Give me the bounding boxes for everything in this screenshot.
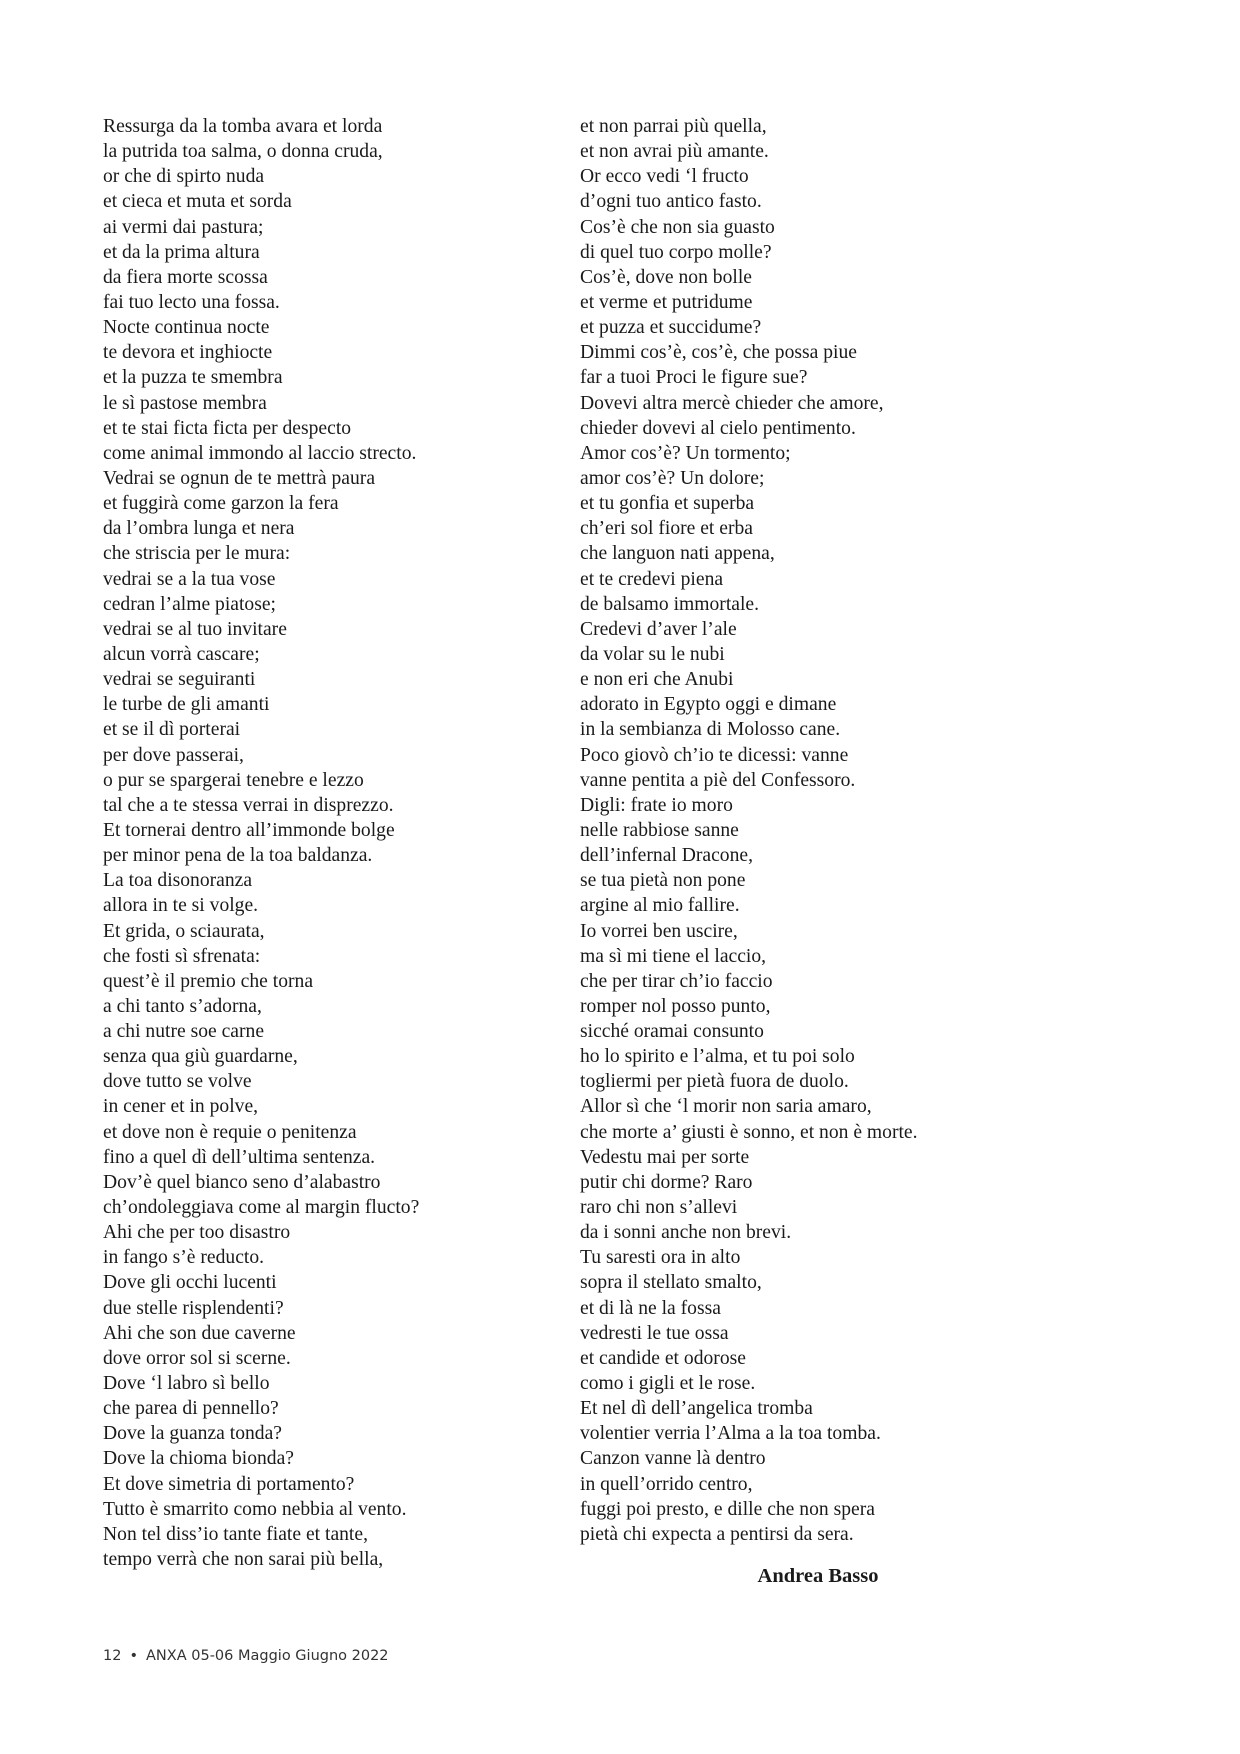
- poem-verse: vedrai se a la tua vose: [103, 568, 276, 590]
- poem-verse: Cos’è che non sia guasto: [580, 216, 775, 238]
- poem-verse: vedrai se seguiranti: [103, 669, 256, 691]
- poem-verse: Dove la chioma bionda?: [103, 1448, 294, 1470]
- poem-verse: ch’eri sol fiore et erba: [580, 518, 753, 540]
- poem-verse: Canzon vanne là dentro: [580, 1448, 766, 1470]
- poem-verse: da fiera morte scossa: [103, 266, 268, 288]
- poem-verse: che per tirar ch’io faccio: [580, 970, 773, 992]
- poem-verse: da i sonni anche non brevi.: [580, 1222, 792, 1244]
- poem-author: Andrea Basso: [757, 1565, 879, 1587]
- poem-verse: in la sembianza di Molosso cane.: [580, 719, 841, 741]
- poem-verse: che morte a’ giusti è sonno, et non è morte.: [580, 1121, 918, 1143]
- poem-verse: come animal immondo al laccio strecto.: [103, 442, 417, 464]
- poem-verse: togliermi per pietà fuora de duolo.: [580, 1071, 849, 1093]
- poem-verse: Digli: frate io moro: [580, 794, 733, 816]
- poem-verse: et non parrai più quella,: [580, 116, 767, 137]
- poem-verse: et puzza et succidume?: [580, 317, 762, 339]
- poem-verse: Et nel dì dell’angelica tromba: [580, 1398, 813, 1420]
- poem-verse: et dove non è requie o penitenza: [103, 1121, 357, 1143]
- poem-verse: dove orror sol si scerne.: [103, 1347, 291, 1369]
- poem-verse: vedresti le tue ossa: [580, 1322, 729, 1344]
- poem-verse: Dove la guanza tonda?: [103, 1423, 282, 1445]
- poem-verse: alcun vorrà cascare;: [103, 643, 260, 665]
- poem-verse: che languon nati appena,: [580, 543, 775, 565]
- poem-verse: in cener et in polve,: [103, 1096, 259, 1118]
- poem-verse: chieder dovevi al cielo pentimento.: [580, 417, 856, 439]
- poem-verse: et se il dì porterai: [103, 719, 241, 741]
- poem-verse: Io vorrei ben uscire,: [580, 920, 738, 942]
- poem-verse: et te credevi piena: [580, 568, 724, 590]
- poem-verse: or che di spirto nuda: [103, 166, 265, 188]
- poem-left-column: [103, 114, 533, 1572]
- poem-verse: et verme et putridume: [580, 291, 753, 313]
- poem-verse: d’ogni tuo antico fasto.: [580, 191, 762, 213]
- poem-verse: Nocte continua nocte: [103, 317, 270, 339]
- poem-verse: e non eri che Anubi: [580, 669, 734, 691]
- poem-verse: romper nol posso punto,: [580, 995, 771, 1017]
- poem-verse: in quell’orrido centro,: [580, 1473, 753, 1495]
- poem-verse: Dovevi altra mercè chieder che amore,: [580, 392, 884, 414]
- page-footer: [103, 1648, 389, 1664]
- poem-verse: far a tuoi Proci le figure sue?: [580, 367, 808, 389]
- poem-verse: et candide et odorose: [580, 1347, 746, 1369]
- poem-verse: Et dove simetria di portamento?: [103, 1473, 355, 1495]
- poem-verse: le turbe de gli amanti: [103, 694, 270, 716]
- poem-verse: se tua pietà non pone: [580, 870, 746, 892]
- poem-verse: adorato in Egypto oggi e dimane: [580, 694, 837, 716]
- poem-verse: ai vermi dai pastura;: [103, 216, 264, 238]
- poem-verse: per dove passerai,: [103, 744, 244, 766]
- poem-verse: cedran l’alme piatose;: [103, 593, 276, 615]
- poem-verse: sicché oramai consunto: [580, 1021, 764, 1043]
- poem-verse: Vedrai se ognun de te mettrà paura: [103, 467, 376, 489]
- poem-verse: in fango s’è reducto.: [103, 1247, 265, 1269]
- poem-verse: a chi nutre soe carne: [103, 1021, 265, 1043]
- poem-verse: senza qua giù guardarne,: [103, 1046, 298, 1068]
- poem-verse: a chi tanto s’adorna,: [103, 995, 262, 1017]
- poem-verse: che fosti sì sfrenata:: [103, 945, 261, 967]
- poem-verse: et di là ne la fossa: [580, 1297, 721, 1319]
- poem-verse: et fuggirà come garzon la fera: [103, 493, 339, 515]
- poem-verse: Ahi che per too disastro: [103, 1222, 291, 1244]
- poem-verse: fai tuo lecto una fossa.: [103, 291, 280, 313]
- poem-verse: Dov’è quel bianco seno d’alabastro: [103, 1171, 381, 1193]
- publication-name: ANXA 05-06 Maggio Giugno 2022: [146, 1648, 389, 1664]
- poem-verse: Dove gli occhi lucenti: [103, 1272, 277, 1294]
- poem-verse: tal che a te stessa verrai in disprezzo.: [103, 794, 394, 816]
- poem-verse: et tu gonfia et superba: [580, 493, 755, 515]
- poem-verse: et non avrai più amante.: [580, 141, 769, 163]
- poem-verse: raro chi non s’allevi: [580, 1197, 738, 1219]
- poem-verse: Ahi che son due caverne: [103, 1322, 296, 1344]
- poem-verse: da l’ombra lunga et nera: [103, 518, 295, 540]
- poem-verse: vedrai se al tuo invitare: [103, 618, 287, 640]
- poem-verse: Et tornerai dentro all’immonde bolge: [103, 819, 395, 841]
- poem-verse: amor cos’è? Un dolore;: [580, 467, 765, 489]
- poem-verse: pietà chi expecta a pentirsi da sera.: [580, 1523, 854, 1545]
- page-number: 12: [103, 1648, 122, 1664]
- poem-verse: Dove ‘l labro sì bello: [103, 1373, 270, 1395]
- poem-verse: dove tutto se volve: [103, 1071, 252, 1093]
- poem-verse: Cos’è, dove non bolle: [580, 266, 752, 288]
- poem-verse: argine al mio fallire.: [580, 895, 740, 917]
- poem-verse: et la puzza te smembra: [103, 367, 283, 389]
- poem-verse: como i gigli et le rose.: [580, 1373, 756, 1395]
- poem-verse: la putrida toa salma, o donna cruda,: [103, 141, 383, 163]
- poem-verse: te devora et inghiocte: [103, 342, 273, 364]
- poem-verse: fino a quel dì dell’ultima sentenza.: [103, 1146, 376, 1168]
- poem-verse: tempo verrà che non sarai più bella,: [103, 1549, 384, 1571]
- poem-verse: Et grida, o sciaurata,: [103, 920, 265, 942]
- poem-verse: et da la prima altura: [103, 241, 260, 263]
- poem-verse: ho lo spirito e l’alma, et tu poi solo: [580, 1046, 855, 1068]
- poem-verse: da volar su le nubi: [580, 643, 725, 665]
- poem-verse: ma sì mi tiene el laccio,: [580, 945, 767, 967]
- poem-verse: Non tel diss’io tante fiate et tante,: [103, 1523, 368, 1545]
- poem-verse: de balsamo immortale.: [580, 593, 760, 615]
- poem-verse: allora in te si volge.: [103, 895, 259, 917]
- poem-verse: Tu saresti ora in alto: [580, 1247, 741, 1269]
- poem-verse: La toa disonoranza: [103, 870, 253, 892]
- poem-verse: Tutto è smarrito como nebbia al vento.: [103, 1498, 407, 1520]
- poem-verse: dell’infernal Dracone,: [580, 845, 753, 867]
- poem-verse: che striscia per le mura:: [103, 543, 291, 565]
- poem-verse: fuggi poi presto, e dille che non spera: [580, 1498, 875, 1520]
- poem-verse: Poco giovò ch’io te dicessi: vanne: [580, 744, 849, 766]
- poem-verse: Amor cos’è? Un tormento;: [580, 442, 791, 464]
- poem-verse: quest’è il premio che torna: [103, 970, 314, 992]
- poem-verse: volentier verria l’Alma a la toa tomba.: [580, 1423, 881, 1445]
- poem-verse: vanne pentita a piè del Confessoro.: [580, 769, 856, 791]
- poem-verse: due stelle risplendenti?: [103, 1297, 284, 1319]
- poem-verse: Credevi d’aver l’ale: [580, 618, 737, 640]
- poem-right-column: [580, 114, 1020, 1547]
- poem-verse: putir chi dorme? Raro: [580, 1171, 753, 1193]
- poem-verse: o pur se spargerai tenebre e lezzo: [103, 769, 364, 791]
- poem-verse: sopra il stellato smalto,: [580, 1272, 762, 1294]
- poem-verse: et cieca et muta et sorda: [103, 191, 292, 213]
- poem-verse: Allor sì che ‘l morir non saria amaro,: [580, 1096, 872, 1118]
- poem-verse: ch’ondoleggiava come al margin flucto?: [103, 1197, 420, 1219]
- poem-verse: Ressurga da la tomba avara et lorda: [103, 116, 383, 137]
- poem-verse: che parea di pennello?: [103, 1398, 279, 1420]
- poem-verse: et te stai ficta ficta per despecto: [103, 417, 352, 439]
- poem-verse: le sì pastose membra: [103, 392, 267, 414]
- poem-verse: Dimmi cos’è, cos’è, che possa piue: [580, 342, 857, 364]
- poem-verse: nelle rabbiose sanne: [580, 819, 739, 841]
- poem-verse: Vedestu mai per sorte: [580, 1146, 750, 1168]
- poem-verse: per minor pena de la toa baldanza.: [103, 845, 373, 867]
- poem-verse: Or ecco vedi ‘l fructo: [580, 166, 749, 188]
- poem-verse: di quel tuo corpo molle?: [580, 241, 772, 263]
- footer-separator: •: [129, 1648, 139, 1664]
